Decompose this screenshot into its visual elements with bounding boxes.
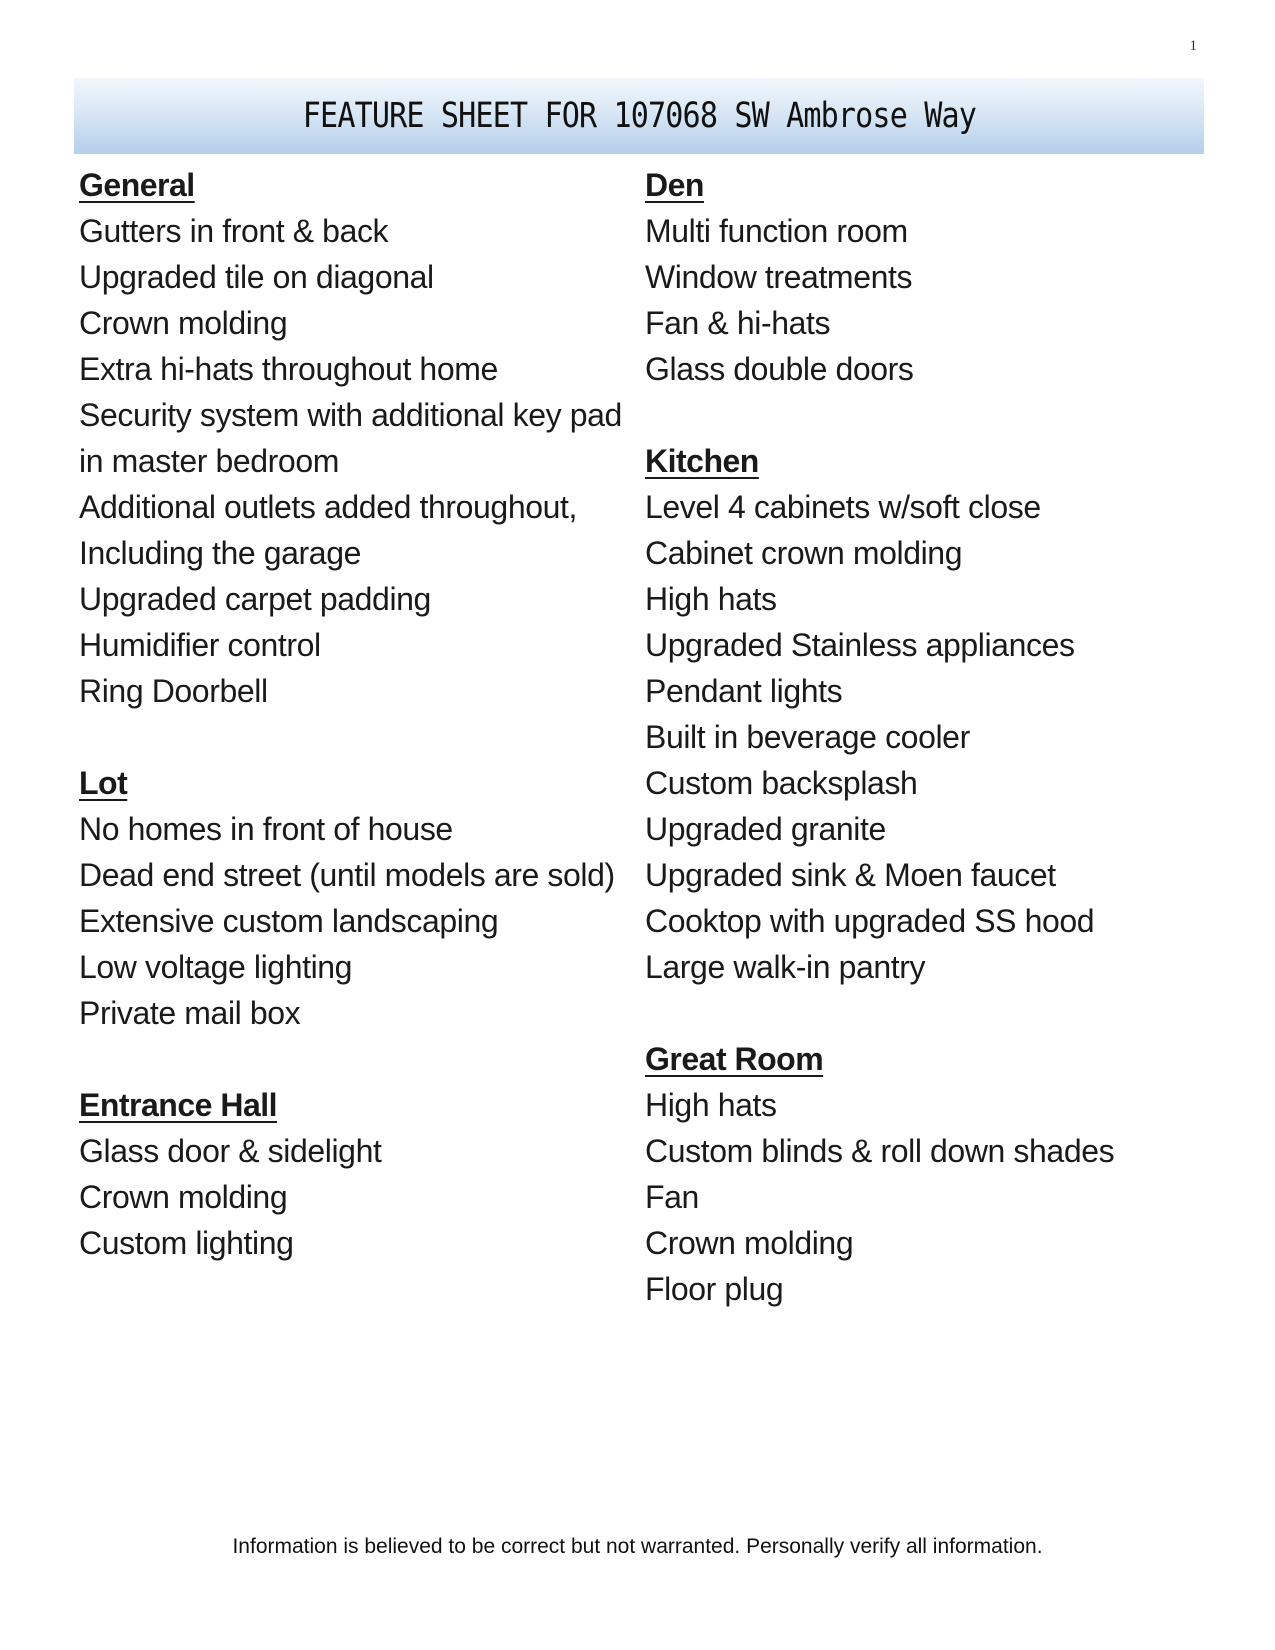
feature-item: Built in beverage cooler: [645, 719, 970, 755]
feature-item: No homes in front of house: [79, 811, 453, 847]
feature-list: [645, 484, 1205, 990]
feature-list: [79, 1128, 639, 1266]
section-heading: Den: [645, 167, 704, 203]
feature-item: Window treatments: [645, 259, 913, 295]
section-heading: Great Room: [645, 1041, 824, 1077]
feature-item: Dead end street (until models are sold): [79, 857, 615, 893]
feature-item: Crown molding: [79, 305, 288, 341]
feature-item: High hats: [645, 581, 777, 617]
feature-item: Glass door & sidelight: [79, 1133, 382, 1169]
feature-item: Crown molding: [79, 1179, 288, 1215]
feature-item: Pendant lights: [645, 673, 843, 709]
feature-item: Ring Doorbell: [79, 673, 268, 709]
page-number: 1: [1189, 38, 1197, 54]
disclaimer-footer: Information is believed to be correct but not warranted. Personally verify all information.: [232, 1535, 1043, 1558]
feature-item: Custom lighting: [79, 1225, 294, 1261]
feature-item: Gutters in front & back: [79, 213, 389, 249]
feature-item: Custom blinds & roll down shades: [645, 1133, 1115, 1169]
section-entrance-hall: [79, 1082, 639, 1266]
title-banner: [74, 78, 1204, 154]
feature-list: [645, 208, 1205, 392]
feature-item: Glass double doors: [645, 351, 914, 387]
right-column: [645, 162, 1205, 1358]
section-general: [79, 162, 639, 714]
feature-item: Fan: [645, 1179, 699, 1215]
feature-item: Extra hi-hats throughout home: [79, 351, 498, 387]
feature-item: Cooktop with upgraded SS hood: [645, 903, 1095, 939]
feature-item: Security system with additional key pad in master bedroom: [79, 397, 622, 479]
feature-list: [79, 208, 639, 714]
feature-item: Upgraded sink & Moen faucet: [645, 857, 1056, 893]
feature-item: High hats: [645, 1087, 777, 1123]
feature-item: Floor plug: [645, 1271, 784, 1307]
section-kitchen: [645, 438, 1205, 990]
feature-item: Upgraded carpet padding: [79, 581, 431, 617]
section-heading: Kitchen: [645, 443, 759, 479]
feature-item: Crown molding: [645, 1225, 854, 1261]
feature-item: Low voltage lighting: [79, 949, 353, 985]
section-heading: Lot: [79, 765, 128, 801]
section-heading: General: [79, 167, 195, 203]
feature-item: Upgraded Stainless appliances: [645, 627, 1075, 663]
feature-item: Custom backsplash: [645, 765, 918, 801]
section-heading: Entrance Hall: [79, 1087, 278, 1123]
feature-item: Private mail box: [79, 995, 301, 1031]
feature-item: Level 4 cabinets w/soft close: [645, 489, 1041, 525]
section-great-room: [645, 1036, 1205, 1312]
feature-item: Fan & hi-hats: [645, 305, 831, 341]
feature-item: Extensive custom landscaping: [79, 903, 499, 939]
page-title: FEATURE SHEET FOR 107068 SW Ambrose Way: [302, 96, 976, 136]
feature-list: [79, 806, 639, 1036]
feature-item: Upgraded tile on diagonal: [79, 259, 434, 295]
feature-item: Large walk-in pantry: [645, 949, 926, 985]
feature-item: Additional outlets added throughout, Including the garage: [79, 489, 577, 571]
feature-item: Cabinet crown molding: [645, 535, 963, 571]
section-lot: [79, 760, 639, 1036]
feature-list: [645, 1082, 1205, 1312]
section-den: [645, 162, 1205, 392]
feature-item: Humidifier control: [79, 627, 321, 663]
feature-item: Upgraded granite: [645, 811, 886, 847]
left-column: [79, 162, 639, 1312]
feature-item: Multi function room: [645, 213, 908, 249]
